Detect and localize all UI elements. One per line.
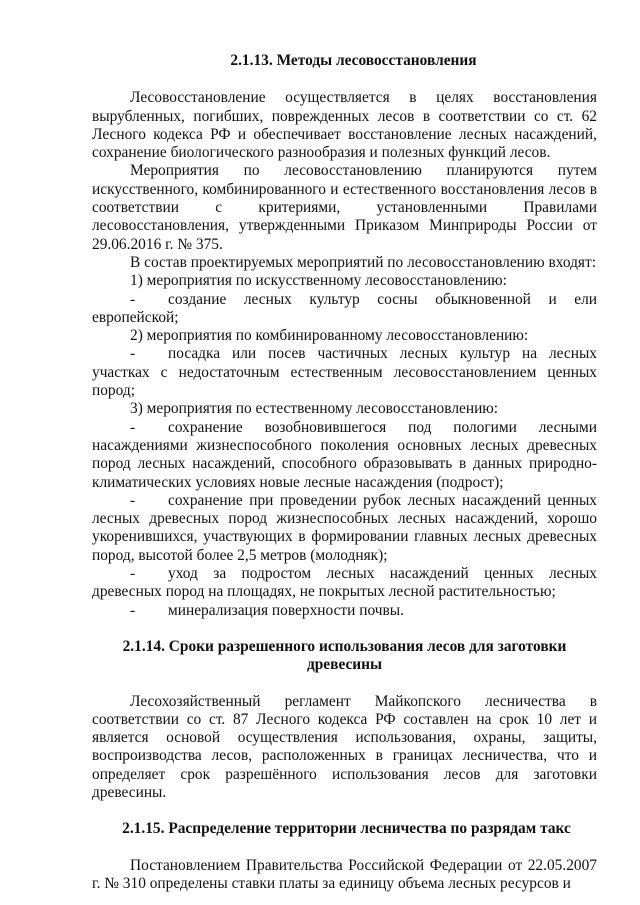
list-item bbox=[92, 602, 597, 620]
paragraph-harvest-term: Лесохозяйственный регламент Майкопского лесничества в соответствии со ст. 87 Лесного кодекса РФ составлен на срок 10 лет и является основой осуществления использования, охраны, защиты, воспроизводства лесов, расположенных в границах лесничества, что и определяет срок разрешённого использования лесов для заготовки древесины. bbox=[92, 692, 597, 801]
section-title-2-1-14: 2.1.14. Сроки разрешенного использования лесов для заготовки древесины bbox=[122, 637, 567, 674]
list-item-text: уход за подростом лесных насаждений ценных лесных древесных пород на площадях, не покрытых лесной растительностью; bbox=[92, 565, 597, 601]
document-page bbox=[92, 52, 597, 893]
list-item bbox=[92, 291, 597, 328]
paragraph-reforestation-methods: Мероприятия по лесовосстановлению планируются путем искусственного, комбинированного и естественного восстановления лесов в соответствии с критериями, установленными Правилами лесовосстановления, утвержденными Приказом Минприроды России от 29.06.2016 г. № 375. bbox=[92, 162, 597, 253]
list-item-text: сохранение возобновившегося под пологими лесными насаждениями жизнеспособного поколения основных лесных древесных пород лесных насаждений, способного образовывать в данных природно-климатических условиях новые лесные насаждения (подрост); bbox=[92, 418, 597, 491]
list-item-text: минерализация поверхности почвы. bbox=[168, 601, 404, 619]
paragraph-tax-rates: Постановлением Правительства Российской Федерации от 22.05.2007 г. № 310 определены ставки платы за единицу объема лесных ресурсов и bbox=[92, 856, 597, 892]
paragraph-reforestation-purpose: Лесовосстановление осуществляется в целях восстановления вырубленных, погибших, поврежденных лесов в соответствии со ст. 62 Лесного кодекса РФ и обеспечивает восстановление лесных насаждений, сохранение биологического разнообразия и полезных функций лесов. bbox=[92, 89, 597, 162]
dash-marker: - bbox=[130, 565, 136, 583]
section-title-2-1-15: 2.1.15. Распределение территории лесничества по разрядам такс bbox=[122, 820, 571, 838]
paragraph-planned-measures: В состав проектируемых мероприятий по лесовосстановлению входят: bbox=[130, 253, 597, 271]
dash-marker: - bbox=[130, 290, 136, 308]
dash-marker: - bbox=[130, 601, 136, 619]
list-item bbox=[92, 345, 597, 400]
dash-marker: - bbox=[130, 345, 136, 363]
list-item bbox=[92, 492, 597, 565]
list-item bbox=[92, 565, 597, 602]
dash-marker: - bbox=[130, 491, 136, 509]
list-item bbox=[92, 419, 597, 492]
list-item-text: создание лесных культур сосны обыкновенной и ели европейской; bbox=[92, 290, 597, 326]
list-item-text: сохранение при проведении рубок лесных насаждений ценных лесных древесных пород жизнеспособных лесных насаждений, хорошо укоренившихся, участвующих в формировании главных лесных древесных пород, высотой более 2,5 метров (молодняк); bbox=[92, 491, 597, 564]
list-item-text: посадка или посев частичных лесных культур на лесных участках с недостаточным естественным лесовосстановлением ценных пород; bbox=[92, 345, 597, 400]
dash-marker: - bbox=[130, 418, 136, 436]
group-natural-heading: 3) мероприятия по естественному лесовосстановлению: bbox=[130, 400, 499, 418]
section-title-2-1-13: 2.1.13. Методы лесовосстановления bbox=[230, 52, 477, 69]
group-combined-heading: 2) мероприятия по комбинированному лесовосстановлению: bbox=[130, 327, 529, 345]
group-artificial-heading: 1) мероприятия по искусственному лесовосстановлению: bbox=[130, 272, 507, 290]
